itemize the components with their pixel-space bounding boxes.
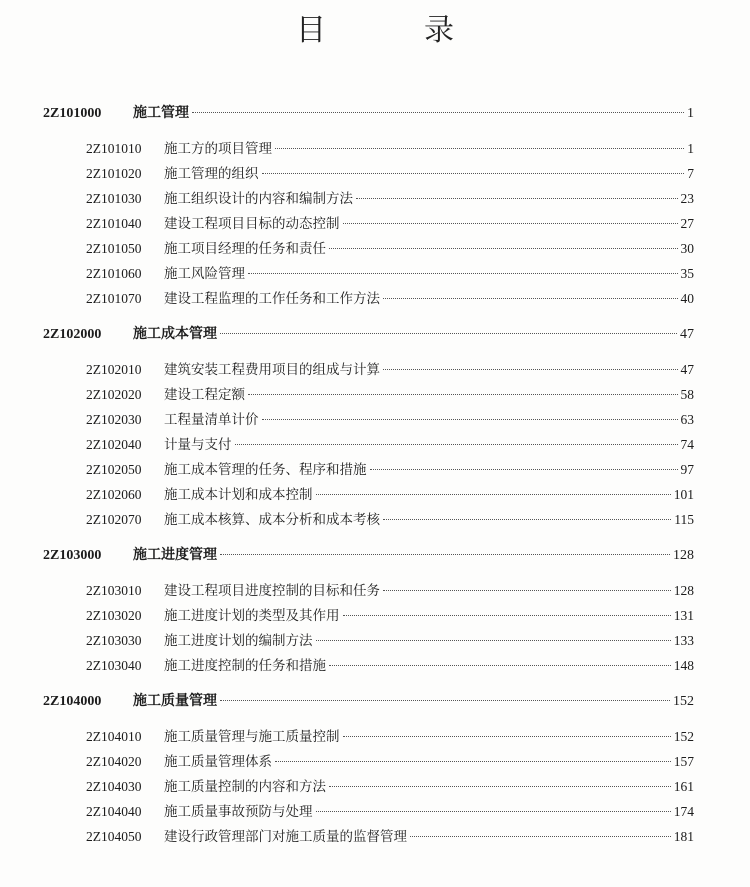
dot-leader [262, 173, 685, 174]
dot-leader [370, 469, 678, 470]
dot-leader [383, 519, 671, 520]
chapter-title: 施工进度管理 [133, 547, 217, 563]
section-title: 施工管理的组织 [164, 166, 259, 182]
section-code: 2Z102020 [86, 387, 142, 402]
toc-section-row[interactable] [0, 236, 750, 261]
section-code: 2Z101050 [86, 241, 142, 256]
section-title: 建设行政管理部门对施工质量的监督管理 [164, 829, 407, 845]
section-title: 施工项目经理的任务和责任 [164, 241, 326, 257]
toc-section-row[interactable] [0, 186, 750, 211]
section-title: 施工风险管理 [164, 266, 245, 282]
toc-section-row[interactable] [0, 211, 750, 236]
chapter-title: 施工成本管理 [133, 326, 217, 342]
toc-section-row[interactable] [0, 578, 750, 603]
chapter-code: 2Z101000 [43, 106, 102, 121]
dot-leader [248, 394, 678, 395]
toc-section-row[interactable] [0, 161, 750, 186]
toc-section-row[interactable] [0, 603, 750, 628]
dot-leader [235, 444, 678, 445]
section-code: 2Z102070 [86, 512, 142, 527]
chapter-code: 2Z104000 [43, 694, 102, 709]
chapter-title: 施工管理 [133, 105, 189, 121]
toc-section-row[interactable] [0, 824, 750, 849]
section-title: 施工进度控制的任务和措施 [164, 658, 326, 674]
dot-leader [275, 761, 671, 762]
toc-section-row[interactable] [0, 136, 750, 161]
dot-leader [248, 273, 678, 274]
toc-section-row[interactable] [0, 407, 750, 432]
section-page-number: 115 [674, 512, 694, 527]
toc-section-row[interactable] [0, 382, 750, 407]
toc-section-row[interactable] [0, 628, 750, 653]
section-title: 施工质量控制的内容和方法 [164, 779, 326, 795]
section-page-number: 63 [680, 412, 694, 427]
toc-section-row[interactable] [0, 774, 750, 799]
toc-chapter-row[interactable] [0, 98, 750, 128]
section-code: 2Z103040 [86, 658, 142, 673]
section-page-number: 97 [680, 462, 694, 477]
section-code: 2Z103010 [86, 583, 142, 598]
section-code: 2Z101060 [86, 266, 142, 281]
section-page-number: 23 [680, 191, 694, 206]
section-code: 2Z104020 [86, 754, 142, 769]
section-page-number: 40 [680, 291, 694, 306]
section-title: 施工质量管理与施工质量控制 [164, 729, 340, 745]
section-code: 2Z102050 [86, 462, 142, 477]
section-page-number: 58 [680, 387, 694, 402]
section-code: 2Z102040 [86, 437, 142, 452]
chapter-page-number: 47 [680, 327, 694, 342]
section-title: 建设工程项目进度控制的目标和任务 [164, 583, 380, 599]
dot-leader [356, 198, 678, 199]
toc-section-row[interactable] [0, 286, 750, 311]
section-title: 建设工程项目目标的动态控制 [164, 216, 340, 232]
toc-chapter-row[interactable] [0, 319, 750, 349]
dot-leader [192, 112, 684, 113]
dot-leader [316, 811, 671, 812]
toc-section-row[interactable] [0, 653, 750, 678]
section-page-number: 152 [673, 729, 694, 744]
dot-leader [220, 554, 670, 555]
chapter-page-number: 1 [687, 106, 694, 121]
section-title: 施工方的项目管理 [164, 141, 272, 157]
section-page-number: 101 [673, 487, 694, 502]
section-code: 2Z101070 [86, 291, 142, 306]
dot-leader [329, 665, 671, 666]
section-title: 施工成本核算、成本分析和成本考核 [164, 512, 380, 528]
dot-leader [316, 494, 671, 495]
toc-section-row[interactable] [0, 261, 750, 286]
dot-leader [220, 700, 670, 701]
dot-leader [262, 419, 678, 420]
page-title: 目 录 [296, 13, 488, 48]
dot-leader [343, 223, 678, 224]
section-code: 2Z103020 [86, 608, 142, 623]
toc-section-row[interactable] [0, 357, 750, 382]
section-code: 2Z101030 [86, 191, 142, 206]
chapter-page-number: 152 [673, 694, 694, 709]
section-title: 施工组织设计的内容和编制方法 [164, 191, 353, 207]
section-title: 建设工程监理的工作任务和工作方法 [164, 291, 380, 307]
section-page-number: 35 [680, 266, 694, 281]
section-page-number: 157 [673, 754, 694, 769]
section-page-number: 148 [673, 658, 694, 673]
section-page-number: 174 [673, 804, 694, 819]
chapter-title: 施工质量管理 [133, 693, 217, 709]
section-page-number: 181 [673, 829, 694, 844]
section-code: 2Z101010 [86, 141, 142, 156]
dot-leader [383, 369, 678, 370]
table-of-contents [0, 98, 750, 849]
toc-section-row[interactable] [0, 799, 750, 824]
section-code: 2Z104040 [86, 804, 142, 819]
section-code: 2Z101020 [86, 166, 142, 181]
section-title: 施工质量管理体系 [164, 754, 272, 770]
section-title: 建筑安装工程费用项目的组成与计算 [164, 362, 380, 378]
dot-leader [220, 333, 677, 334]
section-page-number: 27 [680, 216, 694, 231]
section-title: 施工进度计划的类型及其作用 [164, 608, 340, 624]
section-code: 2Z101040 [86, 216, 142, 231]
toc-chapter-row[interactable] [0, 686, 750, 716]
toc-section-row[interactable] [0, 482, 750, 507]
dot-leader [329, 248, 678, 249]
dot-leader [329, 786, 671, 787]
dot-leader [383, 298, 678, 299]
section-page-number: 74 [680, 437, 694, 452]
toc-section-row[interactable] [0, 457, 750, 482]
section-code: 2Z102010 [86, 362, 142, 377]
section-title: 施工质量事故预防与处理 [164, 804, 313, 820]
section-title: 施工进度计划的编制方法 [164, 633, 313, 649]
section-code: 2Z104050 [86, 829, 142, 844]
section-title: 施工成本管理的任务、程序和措施 [164, 462, 367, 478]
chapter-code: 2Z103000 [43, 548, 102, 563]
section-code: 2Z104010 [86, 729, 142, 744]
section-page-number: 7 [687, 166, 694, 181]
section-title: 施工成本计划和成本控制 [164, 487, 313, 503]
dot-leader [343, 615, 671, 616]
section-code: 2Z104030 [86, 779, 142, 794]
toc-section-row[interactable] [0, 749, 750, 774]
dot-leader [275, 148, 684, 149]
toc-section-row[interactable] [0, 724, 750, 749]
section-code: 2Z102030 [86, 412, 142, 427]
toc-chapter-row[interactable] [0, 540, 750, 570]
section-page-number: 131 [673, 608, 694, 623]
section-page-number: 161 [673, 779, 694, 794]
chapter-code: 2Z102000 [43, 327, 102, 342]
toc-section-row[interactable] [0, 432, 750, 457]
section-title: 建设工程定额 [164, 387, 245, 403]
section-code: 2Z103030 [86, 633, 142, 648]
dot-leader [383, 590, 671, 591]
section-title: 计量与支付 [164, 437, 232, 453]
toc-section-row[interactable] [0, 507, 750, 532]
section-page-number: 1 [687, 141, 694, 156]
dot-leader [343, 736, 671, 737]
section-page-number: 30 [680, 241, 694, 256]
section-page-number: 133 [673, 633, 694, 648]
section-page-number: 47 [680, 362, 694, 377]
section-page-number: 128 [673, 583, 694, 598]
dot-leader [410, 836, 671, 837]
section-code: 2Z102060 [86, 487, 142, 502]
dot-leader [316, 640, 671, 641]
chapter-page-number: 128 [673, 548, 694, 563]
section-title: 工程量清单计价 [164, 412, 259, 428]
